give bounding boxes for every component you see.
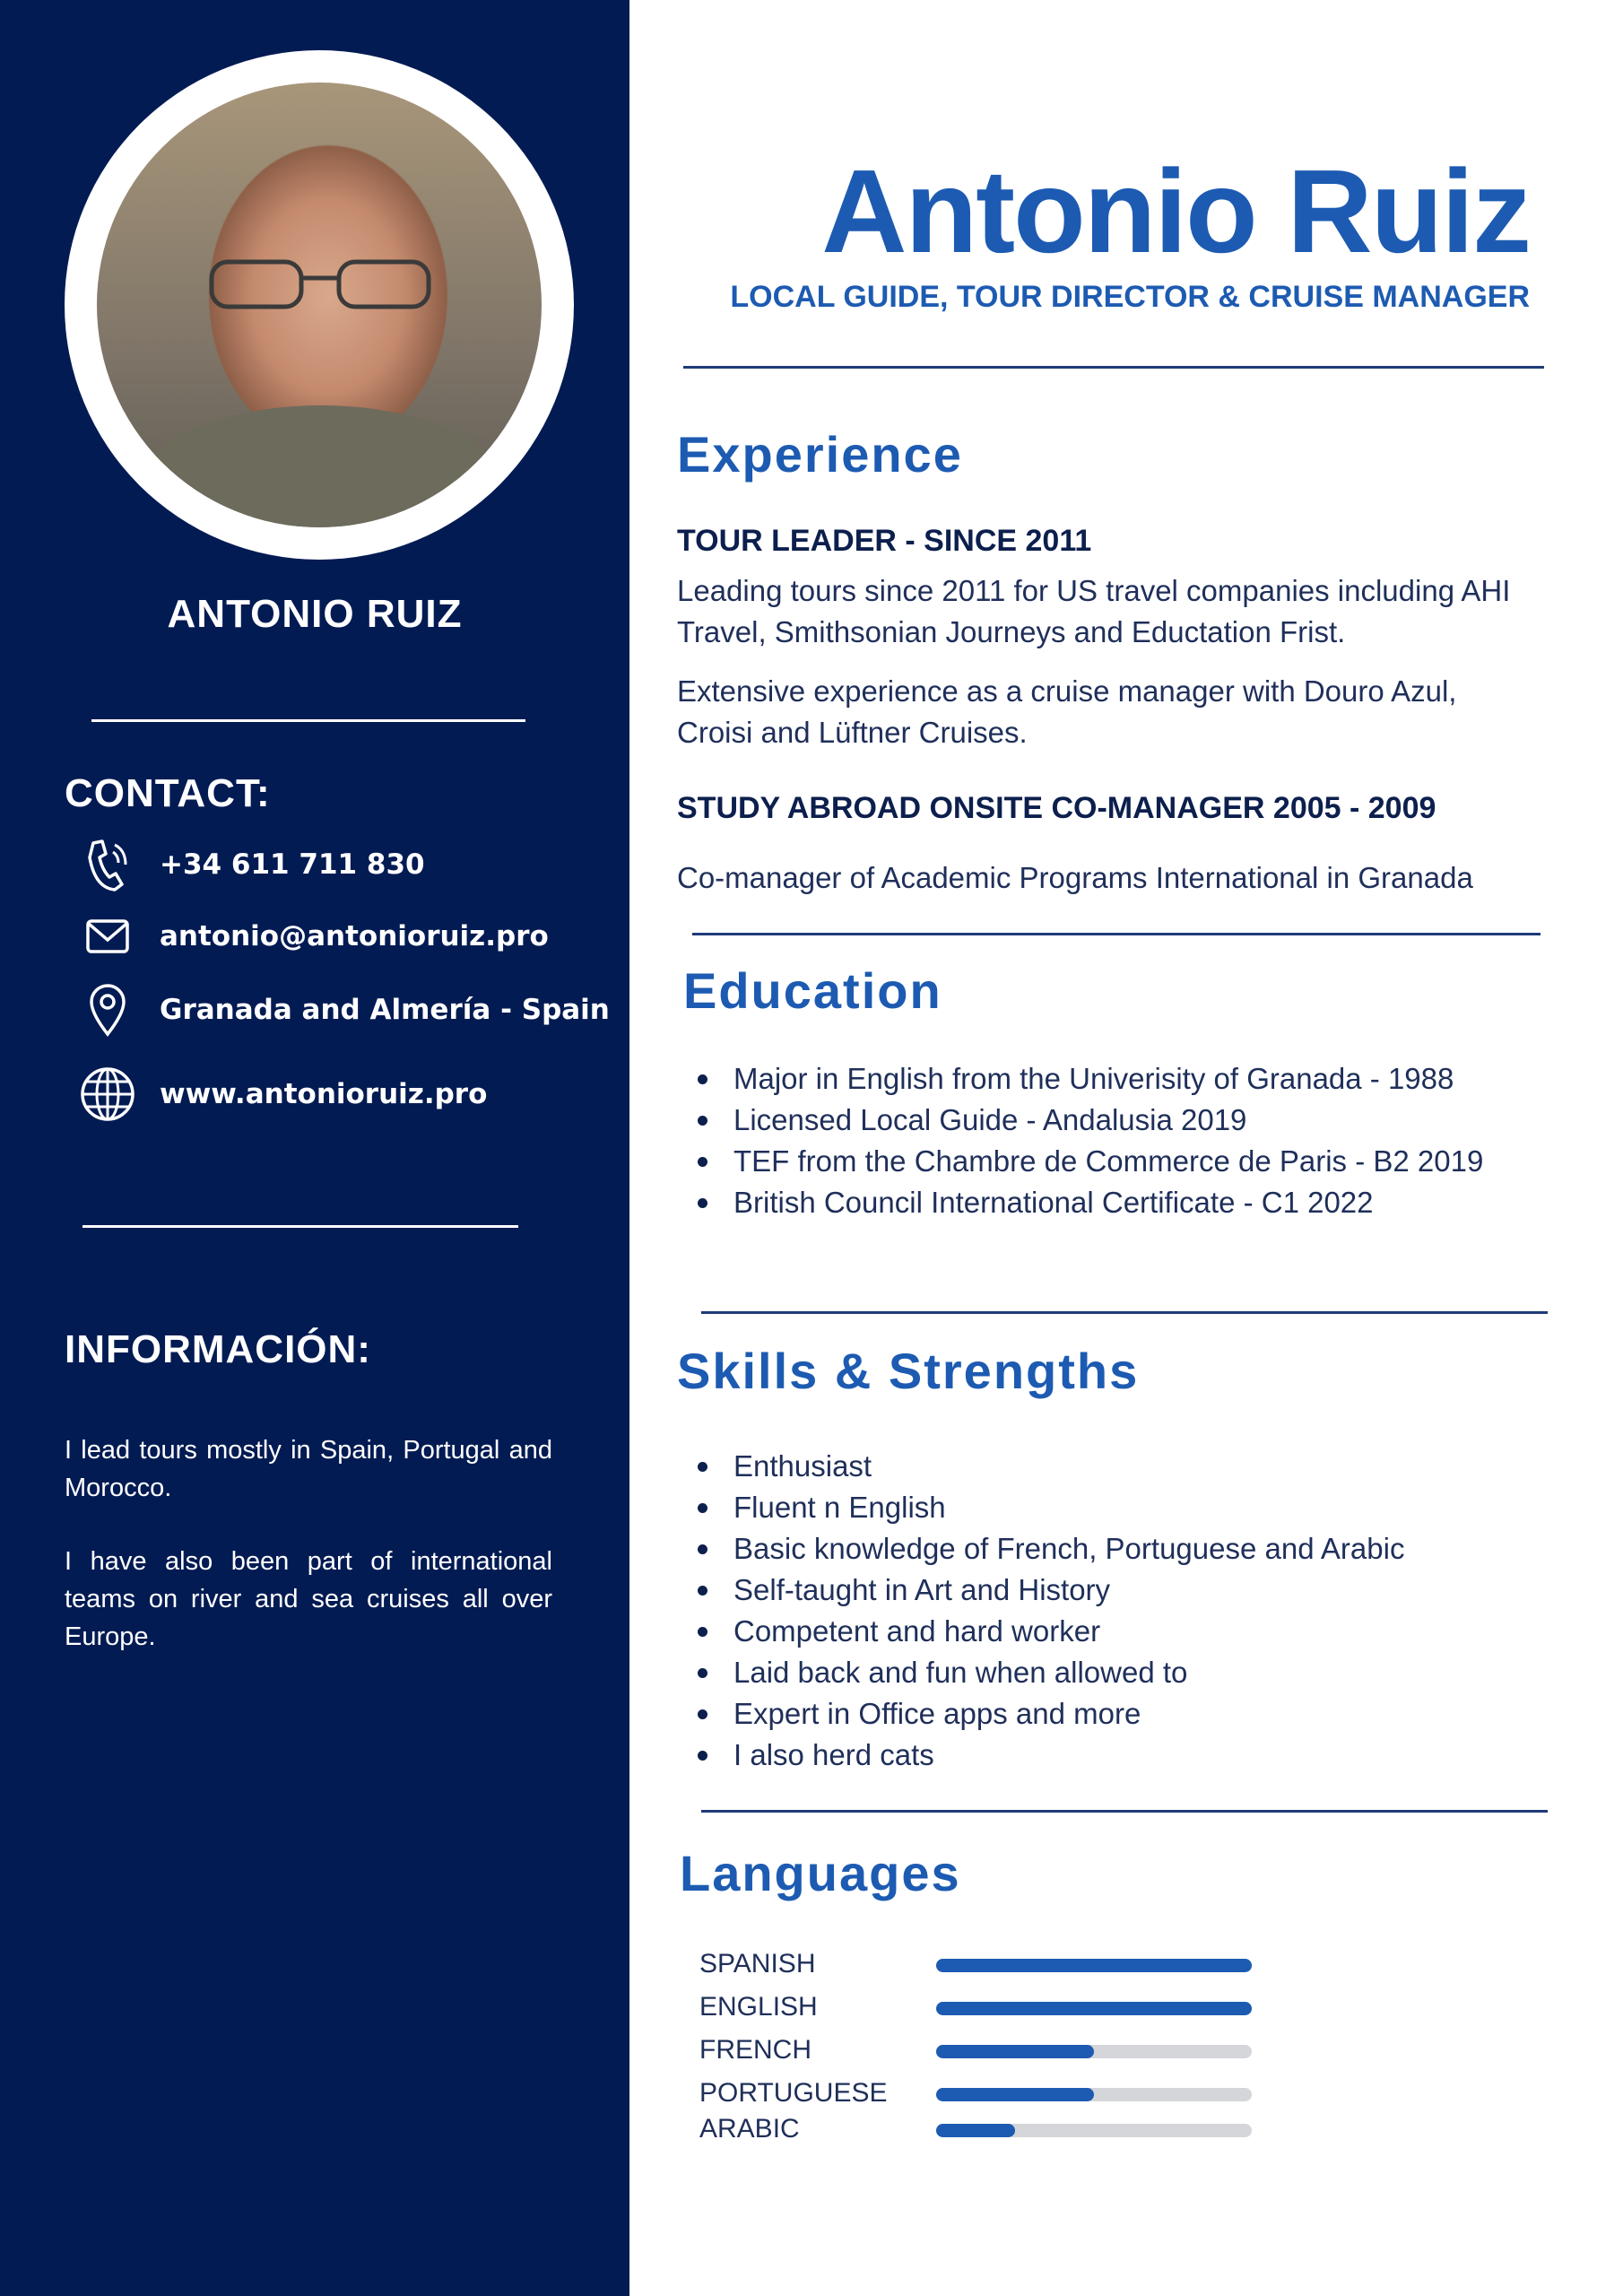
job-title: STUDY ABROAD ONSITE CO-MANAGER 2005 - 2009 — [677, 791, 1436, 825]
job-description: Leading tours since 2011 for US travel companies including AHI Travel, Smithsonian Journeys and Eductation Frist. — [677, 574, 1511, 648]
language-level-track — [936, 2002, 1252, 2015]
mail-icon — [79, 908, 136, 965]
section-divider — [701, 1810, 1548, 1813]
sidebar — [0, 0, 629, 2296]
location-pin-icon — [79, 981, 136, 1039]
skill-item: Fluent n English — [692, 1487, 1404, 1528]
sidebar-name: ANTONIO RUIZ — [167, 592, 463, 636]
contact-location — [79, 981, 610, 1039]
education-list — [692, 1058, 1483, 1223]
photo-shirt — [133, 405, 509, 527]
skill-item: Expert in Office apps and more — [692, 1693, 1404, 1735]
photo-glasses — [204, 253, 438, 316]
profile-photo — [97, 83, 542, 527]
experience-title: Experience — [677, 426, 963, 483]
skill-item: Basic knowledge of French, Portuguese and Arabic — [692, 1528, 1404, 1570]
info-heading: INFORMACIÓN: — [65, 1327, 371, 1371]
skills-title: Skills & Strengths — [677, 1343, 1140, 1399]
language-name: ARABIC — [699, 2114, 800, 2144]
skill-item: Competent and hard worker — [692, 1611, 1404, 1652]
language-level-fill — [936, 1959, 1252, 1972]
education-item: Major in English from the Univerisity of Granada - 1988 — [692, 1058, 1483, 1100]
contact-heading: CONTACT: — [65, 771, 271, 815]
education-title: Education — [683, 962, 942, 1019]
info-paragraph: I have also been part of international teams on river and sea cruises all over Europe. — [65, 1547, 552, 1651]
skill-item: I also herd cats — [692, 1735, 1404, 1776]
info-paragraph: I lead tours mostly in Spain, Portugal and Morocco. — [65, 1436, 552, 1502]
header-subtitle: LOCAL GUIDE, TOUR DIRECTOR & CRUISE MANAGER — [730, 280, 1530, 314]
language-level-track — [936, 2045, 1252, 2058]
sidebar-divider — [82, 1225, 518, 1228]
contact-phone-text: +34 611 711 830 — [160, 848, 425, 881]
language-name: PORTUGUESE — [699, 2078, 888, 2108]
globe-icon — [79, 1065, 136, 1123]
language-level-track — [936, 2124, 1252, 2137]
contact-email[interactable] — [79, 908, 549, 965]
phone-icon — [79, 836, 136, 893]
job-title: TOUR LEADER - SINCE 2011 — [677, 524, 1092, 558]
section-divider — [692, 933, 1541, 935]
language-row — [699, 2075, 1255, 2111]
skill-item: Self-taught in Art and History — [692, 1570, 1404, 1611]
education-item: TEF from the Chambre de Commerce de Paris - B2 2019 — [692, 1141, 1483, 1182]
education-item: British Council International Certificate - C1 2022 — [692, 1182, 1483, 1223]
language-name: SPANISH — [699, 1949, 816, 1979]
language-level-fill — [936, 2088, 1094, 2101]
info-text — [65, 1431, 552, 1692]
contact-website-text: www.antonioruiz.pro — [160, 1078, 488, 1110]
language-level-fill — [936, 2002, 1252, 2015]
sidebar-divider — [91, 719, 525, 722]
contact-phone[interactable] — [79, 836, 425, 893]
job-description: Co-manager of Academic Programs International in Granada — [677, 861, 1473, 894]
job-description: Extensive experience as a cruise manager with Douro Azul, Croisi and Lüftner Cruises. — [677, 674, 1457, 749]
profile-photo-frame — [65, 50, 574, 560]
language-level-fill — [936, 2124, 1015, 2137]
education-item: Licensed Local Guide - Andalusia 2019 — [692, 1100, 1483, 1141]
language-name: ENGLISH — [699, 1992, 818, 2022]
language-name: FRENCH — [699, 2035, 812, 2065]
skill-item: Laid back and fun when allowed to — [692, 1652, 1404, 1693]
skill-item: Enthusiast — [692, 1446, 1404, 1487]
contact-website[interactable] — [79, 1065, 487, 1123]
section-divider — [701, 1311, 1548, 1314]
contact-location-text: Granada and Almería - Spain — [160, 994, 610, 1026]
header-divider — [683, 366, 1544, 369]
header-name: Antonio Ruiz — [821, 145, 1530, 277]
language-row — [699, 2032, 1255, 2068]
language-level-track — [936, 1959, 1252, 1972]
language-row — [699, 2111, 1255, 2147]
language-level-track — [936, 2088, 1252, 2101]
contact-email-text: antonio@antonioruiz.pro — [160, 920, 549, 952]
language-level-fill — [936, 2045, 1094, 2058]
language-row — [699, 1989, 1255, 2025]
language-row — [699, 1946, 1255, 1982]
languages-title: Languages — [680, 1845, 961, 1901]
skills-list — [692, 1446, 1404, 1776]
